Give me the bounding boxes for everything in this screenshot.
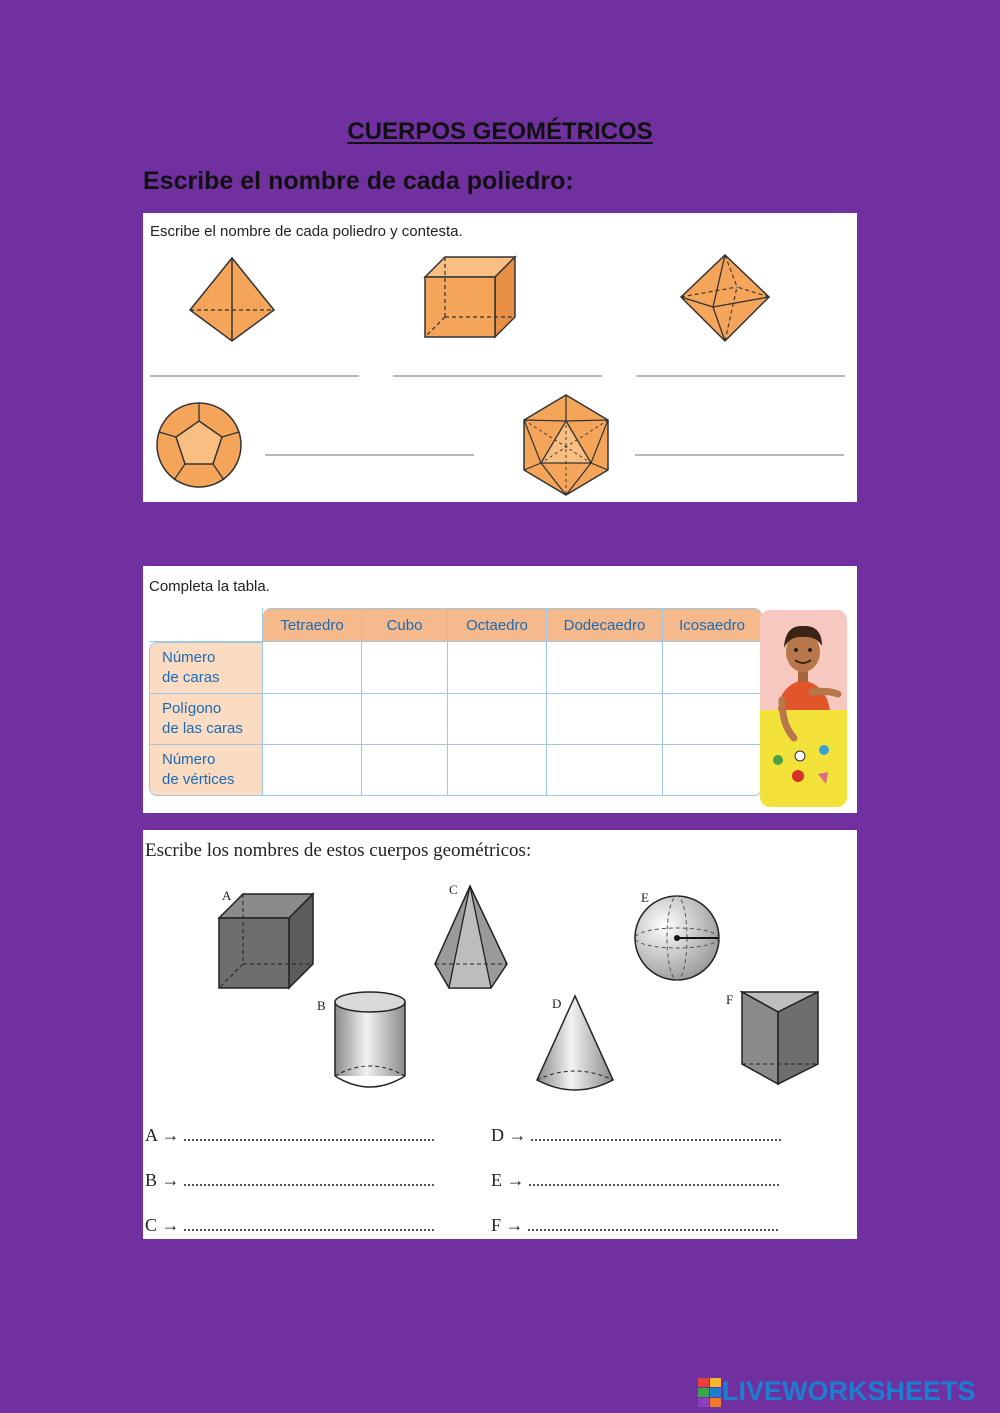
table-cell[interactable] (663, 745, 762, 796)
table-corner (149, 608, 263, 642)
sphere-shape (633, 894, 721, 982)
prism-shape (740, 990, 820, 1086)
row-header: Número de caras (149, 642, 263, 694)
table-cell[interactable] (547, 694, 663, 745)
col-header: Cubo (362, 608, 448, 642)
answer-line-2[interactable] (393, 375, 602, 377)
table-cell[interactable] (263, 745, 362, 796)
icosahedron-shape (521, 393, 611, 497)
page-title: CUERPOS GEOMÉTRICOS (347, 118, 653, 145)
col-header: Octaedro (448, 608, 547, 642)
answer-f[interactable]: F → (491, 1215, 778, 1236)
answer-a[interactable]: A → (145, 1125, 434, 1146)
cylinder-shape (333, 990, 407, 1090)
label-a: A (222, 888, 232, 903)
table-cell[interactable] (448, 745, 547, 796)
polyhedra-panel (143, 213, 857, 502)
answer-line-1[interactable] (150, 375, 359, 377)
row-header: Número de vértices (149, 745, 263, 796)
table-panel (143, 566, 857, 813)
answer-line-3[interactable] (636, 375, 845, 377)
tetrahedron-shape (187, 255, 277, 345)
table-cell[interactable] (362, 642, 448, 694)
answer-d[interactable]: D → (491, 1125, 781, 1146)
col-header: Dodecaedro (547, 608, 663, 642)
table-row (149, 745, 762, 796)
page-subtitle: Escribe el nombre de cada poliedro: (143, 167, 574, 195)
answer-b[interactable]: B → (145, 1170, 434, 1191)
polyhedra-table (149, 608, 762, 796)
table-cell[interactable] (448, 642, 547, 694)
cube-body-shape (217, 892, 317, 990)
octahedron-shape (679, 253, 771, 343)
bodies-panel (143, 830, 857, 1239)
row-header: Polígono de las caras (149, 694, 263, 745)
label-f: F (726, 992, 734, 1007)
table-cell[interactable] (263, 642, 362, 694)
cube-shape (423, 255, 518, 339)
pyramid-shape (433, 884, 511, 990)
liveworksheets-brand: LIVEWORKSHEETS (722, 1376, 976, 1406)
answer-line-4[interactable] (265, 454, 474, 456)
table-cell[interactable] (448, 694, 547, 745)
table-cell[interactable] (547, 642, 663, 694)
bodies-instruction: Escribe los nombres de estos cuerpos geométricos: (145, 840, 532, 861)
table-row (149, 694, 762, 745)
answer-line-5[interactable] (635, 454, 844, 456)
label-e: E (641, 890, 649, 905)
label-b: B (317, 998, 326, 1013)
table-cell[interactable] (362, 694, 448, 745)
cone-shape (535, 994, 615, 1094)
table-instruction: Completa la tabla. (149, 578, 270, 595)
label-d: D (552, 996, 562, 1011)
col-header: Tetraedro (263, 608, 362, 642)
table-row (149, 642, 762, 694)
dodecahedron-shape (155, 401, 243, 489)
table-cell[interactable] (362, 745, 448, 796)
answer-e[interactable]: E → (491, 1170, 779, 1191)
liveworksheets-logo-icon (698, 1378, 722, 1408)
table-cell[interactable] (547, 745, 663, 796)
polyhedra-instruction: Escribe el nombre de cada poliedro y contesta. (150, 223, 463, 240)
table-cell[interactable] (663, 694, 762, 745)
answer-c[interactable]: C → (145, 1215, 434, 1236)
label-c: C (449, 882, 458, 897)
child-illustration (760, 610, 847, 807)
table-cell[interactable] (263, 694, 362, 745)
col-header: Icosaedro (663, 608, 762, 642)
table-cell[interactable] (663, 642, 762, 694)
